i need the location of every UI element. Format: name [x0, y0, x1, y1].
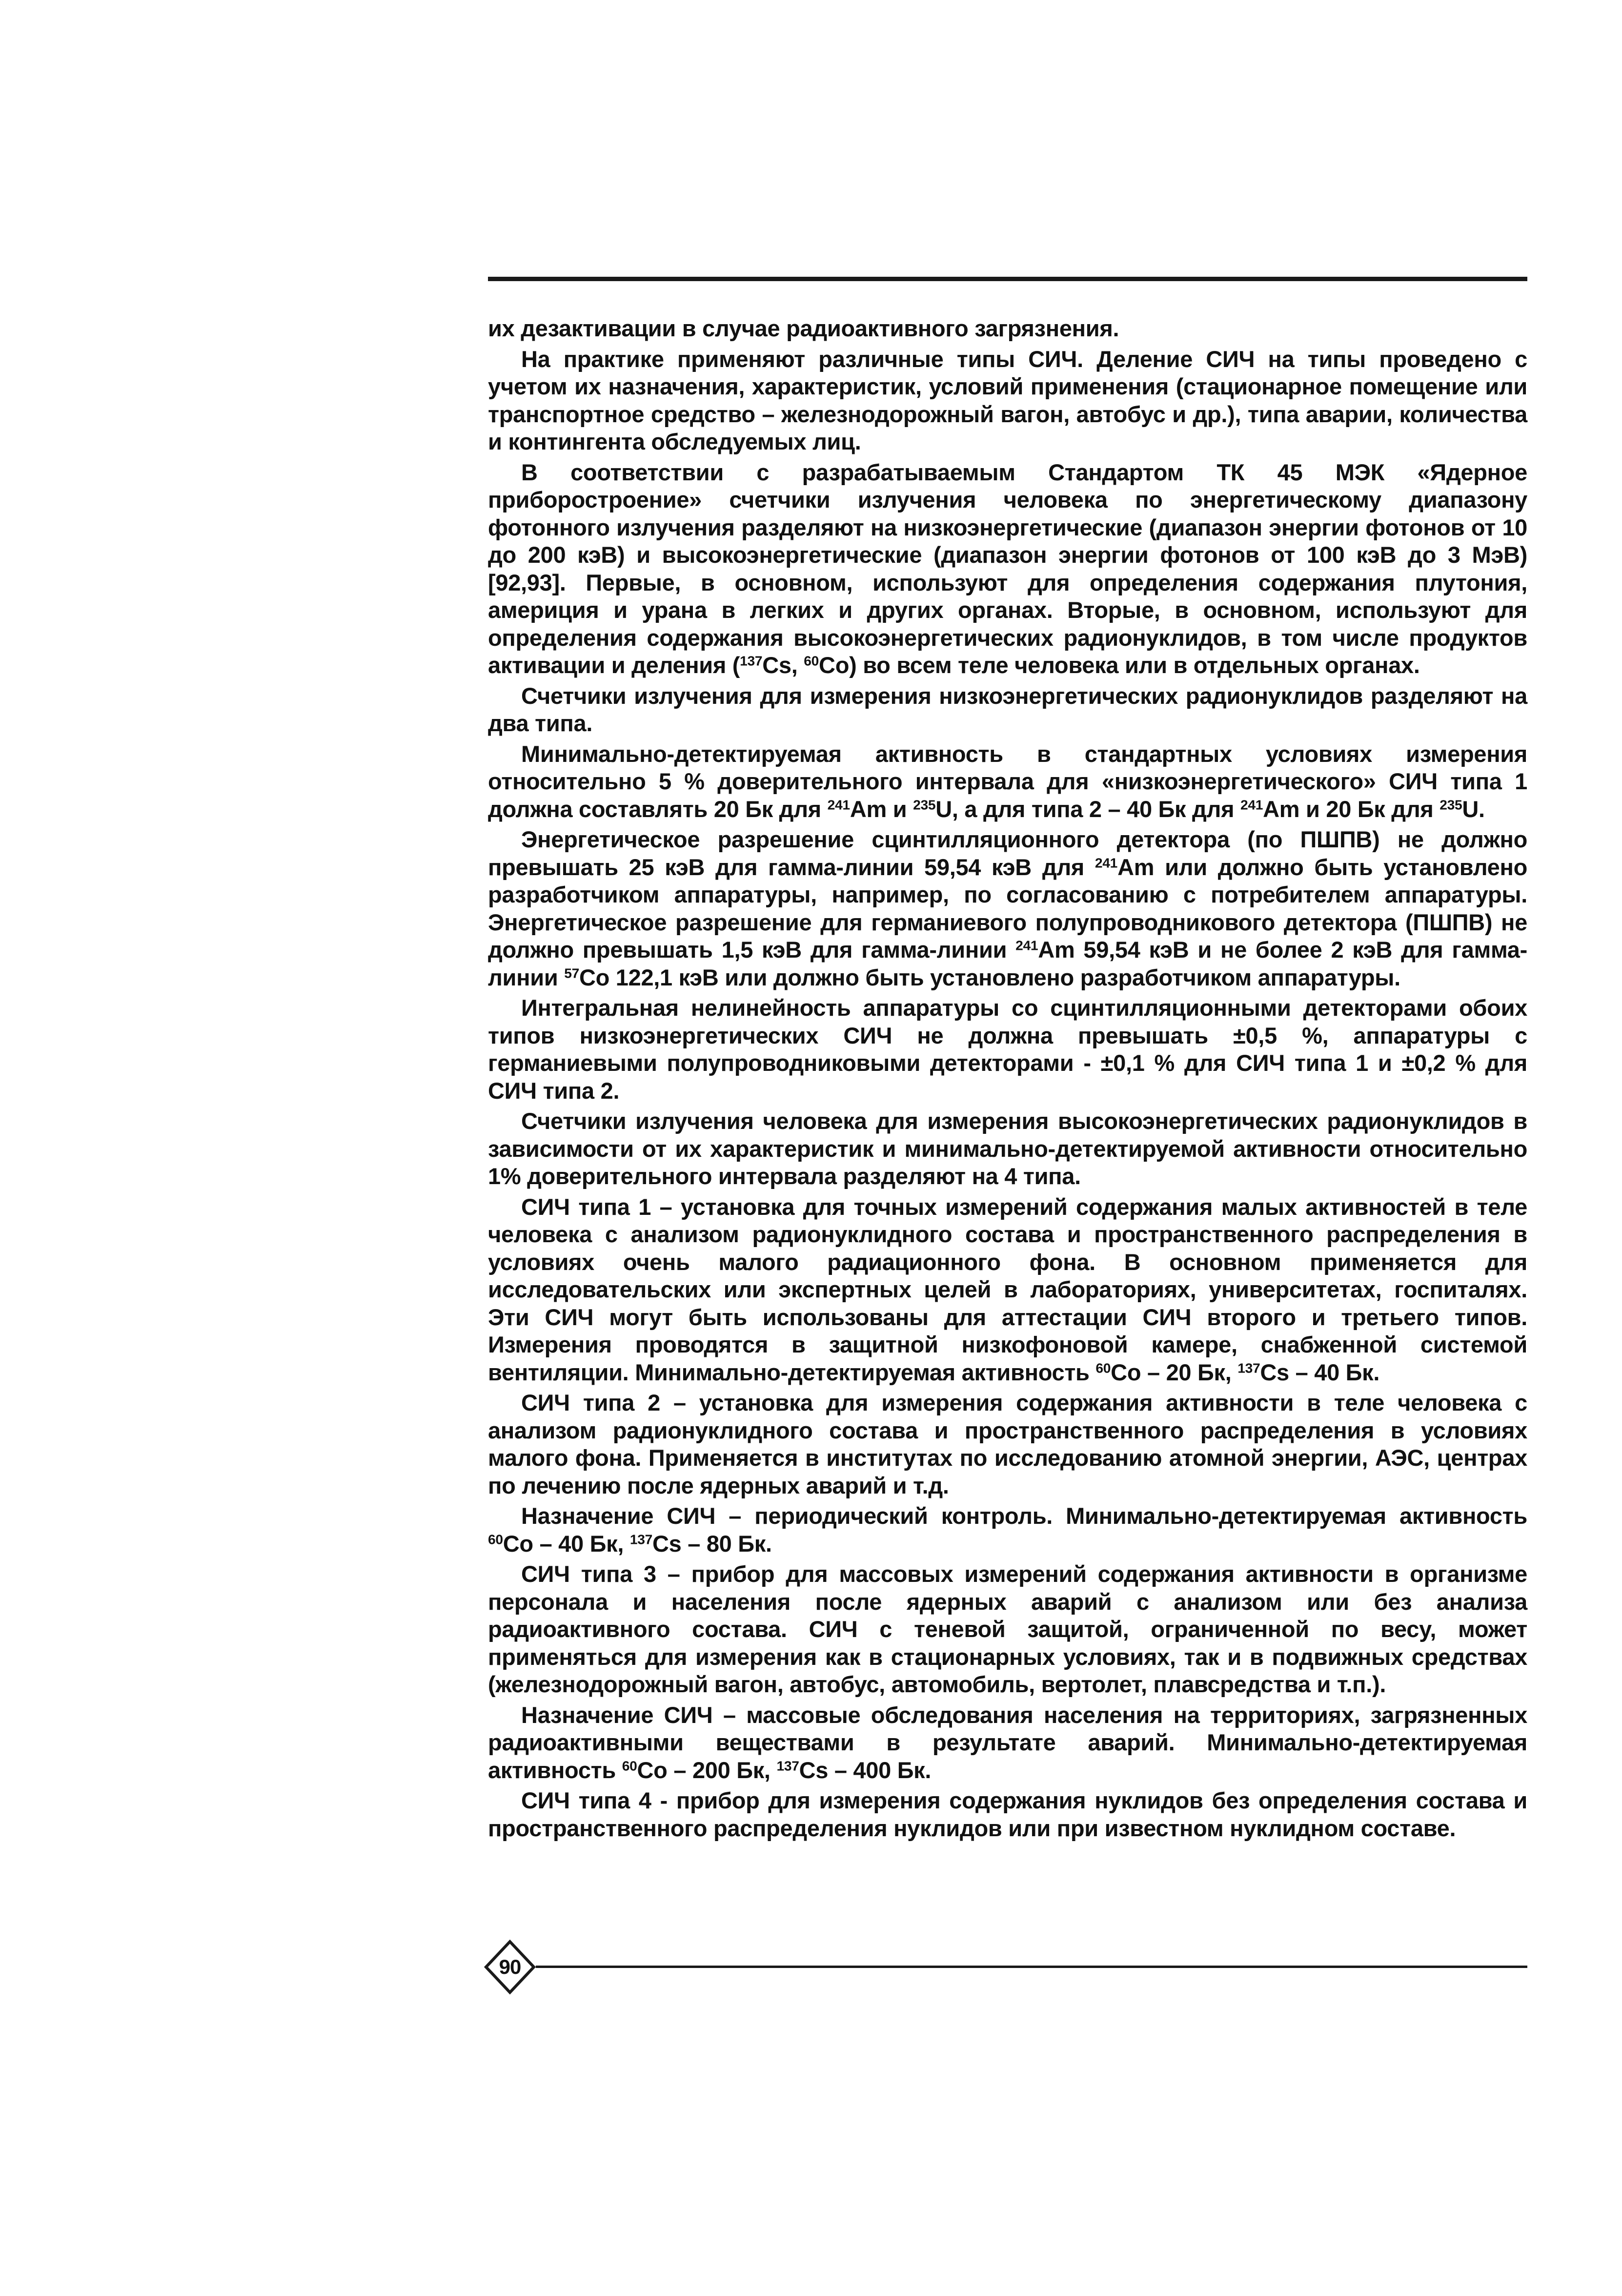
- isotope-mass-number: 60: [804, 653, 819, 669]
- isotope-mass-number: 241: [1240, 797, 1263, 812]
- isotope-mass-number: 60: [622, 1758, 637, 1773]
- text-run: Co – 40 Бк,: [503, 1530, 630, 1557]
- isotope-mass-number: 241: [1015, 937, 1038, 953]
- isotope-mass-number: 235: [1440, 797, 1462, 812]
- text-run: Счетчики излучения человека для измерения высокоэнергетических радионуклидов в зависимости от их характеристик и минимально-детектируемой активности относительно 1% доверительного интервала разделяют на 4 типа.: [488, 1108, 1527, 1189]
- isotope-mass-number: 241: [827, 797, 850, 812]
- text-run: U.: [1462, 796, 1485, 822]
- text-run: Co) во всем теле человека или в отдельных органах.: [819, 652, 1420, 678]
- text-run: В соответствии с разрабатываемым Стандартом ТК 45 МЭК «Ядерное приборостроение» счетчики излучения человека по энергетическому диапазону фотонного излучения разделяют на низкоэнергетические (диапазон энергии фотонов от 10 до 200 кэВ) и высокоэнергетические (диапазон энергии фотонов от 100 кэВ до 3 МэВ) [92,93]. Первые, в основном, используют для определения содержания плутония, америция и урана в легких и других органах. Вторые, в основном, используют для определения содержания высокоэнергетических радионуклидов, в том числе продуктов активации и деления (: [488, 459, 1527, 678]
- paragraph: [488, 1107, 1527, 1190]
- text-run: СИЧ типа 2 – установка для измерения содержания активности в теле человека с анализом радионуклидного состава и пространственного распределения в условиях малого фона. Применяется в институтах по исследованию атомной энергии, АЭС, центрах по лечению после ядерных аварий и т.д.: [488, 1390, 1527, 1498]
- text-run: Am 59,54 кэВ и не более 2 кэВ для гамма-линии: [488, 937, 1527, 990]
- text-run: Cs,: [762, 652, 804, 678]
- paragraph: [488, 1193, 1527, 1387]
- text-run: Cs – 400 Бк.: [799, 1757, 932, 1783]
- paragraph: [488, 682, 1527, 738]
- header-rule: [488, 277, 1527, 281]
- text-run: Интегральная нелинейность аппаратуры со сцинтилляционными детекторами обоих типов низкоэнергетических СИЧ не должна превышать ±0,5 %, аппаратуры с германиевыми полупроводниковыми детекторами - ±0,1 % для СИЧ типа 1 и ±0,2 % для СИЧ типа 2.: [488, 995, 1527, 1104]
- text-run: Энергетическое разрешение сцинтилляционного детектора (по ПШПВ) не должно превышать 25 кэВ для гамма-линии 59,54 кэВ для: [488, 826, 1527, 880]
- paragraph: [488, 1560, 1527, 1699]
- text-run: Cs – 40 Бк.: [1260, 1359, 1380, 1385]
- paragraph: [488, 994, 1527, 1105]
- paragraph: [488, 740, 1527, 823]
- paragraph: [488, 826, 1527, 991]
- text-run: СИЧ типа 1 – установка для точных измерений содержания малых активностей в теле человека с анализом радионуклидного состава и пространственного распределения в условиях очень малого радиационного фона. В основном применяется для исследовательских или экспертных целей в лабораториях, университетах, госпиталях. Эти СИЧ могут быть использованы для аттестации СИЧ второго и третьего типов. Измерения проводятся в защитной низкофоновой камере, снабженной системой вентиляции. Минимально-детектируемая активность: [488, 1193, 1527, 1385]
- text-run: Cs – 80 Бк.: [652, 1530, 772, 1557]
- paragraph: [488, 315, 1527, 343]
- page-footer: [478, 1938, 1527, 1996]
- text-run: их дезактивации в случае радиоактивного загрязнения.: [488, 315, 1119, 341]
- isotope-mass-number: 137: [1237, 1360, 1260, 1375]
- page-number: 90: [499, 1955, 521, 1978]
- text-run: Am и 20 Бк для: [1263, 796, 1440, 822]
- body-text: [488, 315, 1527, 1842]
- text-run: Co – 200 Бк,: [637, 1757, 777, 1783]
- text-run: Назначение СИЧ – периодический контроль. Минимально-детектируемая активность: [521, 1503, 1527, 1529]
- paragraph: [488, 1389, 1527, 1499]
- paragraph: [488, 1787, 1527, 1842]
- paragraph: [488, 1702, 1527, 1784]
- text-run: Co 122,1 кэВ или должно быть установлено разработчиком аппаратуры.: [579, 964, 1400, 990]
- isotope-mass-number: 241: [1095, 855, 1118, 870]
- paragraph: [488, 1502, 1527, 1558]
- footer-rule: [536, 1966, 1527, 1968]
- text-run: Счетчики излучения для измерения низкоэнергетических радионуклидов разделяют на два типа.: [488, 682, 1527, 736]
- isotope-mass-number: 60: [1095, 1360, 1111, 1375]
- text-run: Назначение СИЧ – массовые обследования населения на территориях, загрязненных радиоактивными веществами в результате аварий. Минимально-детектируемая активность: [488, 1702, 1527, 1783]
- isotope-mass-number: 137: [629, 1531, 652, 1547]
- paragraph: [488, 346, 1527, 456]
- paragraph: [488, 459, 1527, 679]
- text-run: Am и: [850, 796, 913, 822]
- isotope-mass-number: 57: [564, 965, 579, 981]
- isotope-mass-number: 235: [913, 797, 936, 812]
- isotope-mass-number: 137: [740, 653, 763, 669]
- text-run: U, а для типа 2 – 40 Бк для: [935, 796, 1240, 822]
- text-run: Am или должно быть установлено разработчиком аппаратуры, например, по согласованию с потребителем аппаратуры. Энергетическое разрешение для германиевого полупроводникового детектора (ПШПВ) не должно превышать 1,5 кэВ для гамма-линии: [488, 854, 1528, 963]
- text-run: СИЧ типа 4 - прибор для измерения содержания нуклидов без определения состава и пространственного распределения нуклидов или при известном нуклидном составе.: [488, 1787, 1527, 1841]
- text-run: Co – 20 Бк,: [1111, 1359, 1238, 1385]
- text-run: На практике применяют различные типы СИЧ. Деление СИЧ на типы проведено с учетом их назначения, характеристик, условий применения (стационарное помещение или транспортное средство – железнодорожный вагон, автобус и др.), типа аварии, количества и контингента обследуемых лиц.: [488, 346, 1527, 454]
- isotope-mass-number: 137: [776, 1758, 799, 1773]
- isotope-mass-number: 60: [488, 1531, 503, 1547]
- page-number-badge: [483, 1938, 537, 1996]
- text-run: СИЧ типа 3 – прибор для массовых измерений содержания активности в организме персонала и населения после ядерных аварий с анализом или без анализа радиоактивного состава. СИЧ с теневой защитой, ограниченной по весу, может применяться для измерения как в стационарных условиях, так и в подвижных средствах (железнодорожный вагон, автобус, автомобиль, вертолет, плавсредства и т.п.).: [488, 1561, 1527, 1697]
- text-run: Минимально-детектируемая активность в стандартных условиях измерения относительно 5 % доверительного интервала для «низкоэнергетического» СИЧ типа 1 должна составлять 20 Бк для: [488, 740, 1527, 822]
